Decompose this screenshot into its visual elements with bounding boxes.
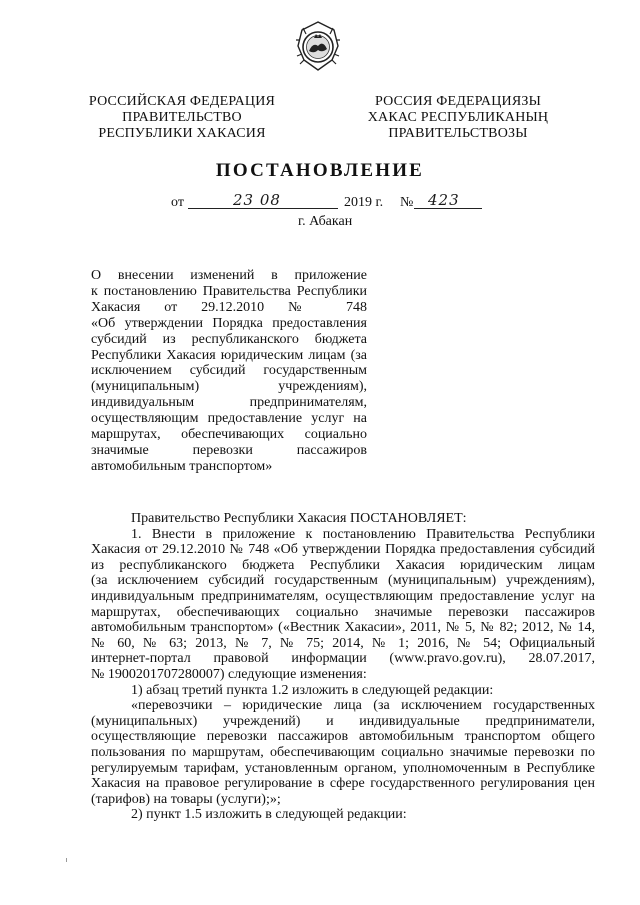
subject-line: осуществляющим предоставление услуг на bbox=[91, 411, 367, 427]
date-number-line bbox=[160, 191, 490, 214]
header-left-line: РЕСПУБЛИКИ ХАКАСИЯ bbox=[98, 126, 266, 141]
subject-line: субсидий из республиканского бюджета bbox=[91, 331, 367, 347]
coat-of-arms-icon bbox=[294, 20, 342, 72]
header-right-line: ПРАВИТЕЛЬСТВОЗЫ bbox=[388, 126, 528, 141]
date-prefix: от bbox=[171, 195, 184, 210]
body-line: 2) пункт 1.5 изложить в следующей редакции: bbox=[131, 807, 407, 823]
header-right-line: ХАКАС РЕСПУБЛИКАНЫҢ bbox=[367, 110, 549, 125]
handwritten-date: 23 08 bbox=[233, 191, 281, 209]
subject-line: О внесении изменений в приложение bbox=[91, 268, 367, 283]
body-line: (муниципальных) учреждений) и индивидуальные предприниматели, bbox=[91, 713, 595, 729]
body-line: Хакасия на правовое регулирование в сфере государственного регулирования цен bbox=[91, 776, 595, 792]
subject-line: автомобильным транспортом» bbox=[91, 458, 273, 474]
body-text bbox=[91, 511, 595, 823]
subject-line: Хакасия от 29.12.2010 № 748 bbox=[91, 299, 367, 315]
number-sign: № bbox=[400, 195, 414, 210]
subject-line: индивидуальным предпринимателям, bbox=[91, 395, 367, 411]
subject-line: Республики Хакасия юридическим лицам (за bbox=[91, 347, 367, 363]
body-line: индивидуальным предпринимателям, осуществляющим предоставление услуг на bbox=[91, 588, 595, 604]
body-line: пользования по маршрутам, обеспечивающим социально значимые перевозки по bbox=[91, 744, 595, 760]
body-line: осуществляющие перевозки пассажиров автомобильным транспортом общего bbox=[91, 729, 595, 745]
margin-mark bbox=[66, 858, 67, 862]
header-left-line: ПРАВИТЕЛЬСТВО bbox=[122, 110, 242, 125]
handwritten-number: 423 bbox=[428, 191, 460, 209]
subject-block bbox=[91, 268, 367, 475]
header-right bbox=[360, 94, 556, 142]
body-line: «перевозчики – юридические лица (за исключением государственных bbox=[131, 698, 595, 714]
body-line: автомобильным транспортом» («Вестник Хакасии», 2011, № 5, № 82; 2012, № 14, bbox=[91, 620, 595, 636]
body-line: регулируемым тарифам, установленным органом, уполномоченным в Республике bbox=[91, 760, 595, 776]
subject-line: исключением субсидий государственным bbox=[91, 363, 367, 379]
subject-line: значимые перевозки пассажиров bbox=[91, 442, 367, 458]
subject-line: к постановлению Правительства Республики bbox=[91, 283, 367, 299]
body-line: (за исключением субсидий государственным (муниципальным) учреждениям), bbox=[91, 573, 595, 589]
body-line: Хакасия от 29.12.2010 № 748 «Об утверждении Порядка предоставления субсидий bbox=[91, 542, 595, 558]
subject-line: «Об утверждении Порядка предоставления bbox=[91, 315, 367, 331]
header-left-line: РОССИЙСКАЯ ФЕДЕРАЦИЯ bbox=[88, 94, 276, 109]
body-line: № 1900201707280007) следующие изменения: bbox=[91, 666, 367, 682]
body-line: интернет-портал правовой информации (www.pravo.gov.ru), 28.07.2017, bbox=[91, 651, 595, 667]
header-left bbox=[78, 94, 286, 142]
subject-line: маршрутах, обеспечивающих социально bbox=[91, 427, 367, 443]
subject-line: (муниципальным) учреждениям), bbox=[91, 379, 367, 395]
body-line: (тарифов) на товары (услуги);»; bbox=[91, 791, 281, 807]
city: г. Абакан bbox=[298, 214, 353, 229]
year: 2019 г. bbox=[344, 195, 384, 210]
body-line: № 60, № 63; 2013, № 7, № 75; 2014, № 1; 2016, № 54; Официальный bbox=[91, 635, 595, 651]
body-line: Правительство Республики Хакасия ПОСТАНОВЛЯЕТ: bbox=[131, 511, 467, 526]
document-title: ПОСТАНОВЛЕНИЕ bbox=[215, 160, 425, 181]
header-right-line: РОССИЯ ФЕДЕРАЦИЯЗЫ bbox=[374, 94, 542, 109]
body-line: 1. Внести в приложение к постановлению Правительства Республики bbox=[131, 526, 595, 542]
body-line: маршрутах, обеспечивающих социально значимые перевозки пассажиров bbox=[91, 604, 595, 620]
body-line: из республиканского бюджета Республики Хакасия юридическим лицам bbox=[91, 557, 595, 573]
body-line: 1) абзац третий пункта 1.2 изложить в следующей редакции: bbox=[131, 682, 494, 698]
